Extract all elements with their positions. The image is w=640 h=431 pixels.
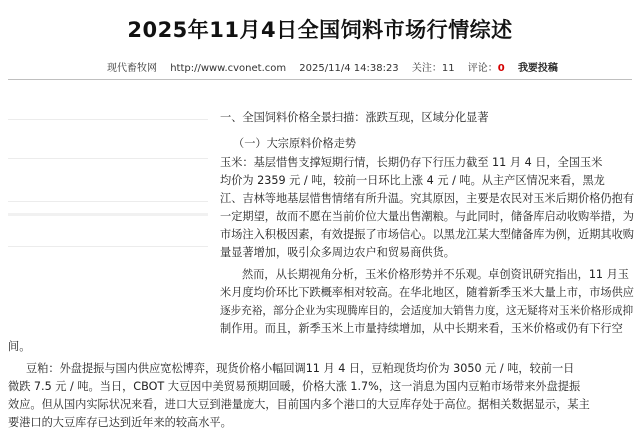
paragraph-line: 均价为 2359 元 / 吨，较前一日环比上涨 4 元 / 吨。从主产区情况来看，黑龙 <box>220 174 605 187</box>
source-link[interactable]: 现代畜牧网 <box>107 63 157 74</box>
paragraph-line: 豆粕：外盘提振与国内供应宽松博弈，现货价格小幅回调11 月 4 日，豆粕现货均价为 3050 元 / 吨，较前一日 <box>26 362 575 375</box>
submit-post-link[interactable]: 我要投稿 <box>517 63 558 74</box>
paragraph-line: 微跌 7.5 元 / 吨。当日，CBOT 大豆因中美贸易预期回暖，价格大涨 1.7%，这一消息为国内豆粕市场带来外盘提振 <box>8 380 581 393</box>
publish-datetime: 2025/11/4 14:38:23 <box>299 63 399 74</box>
paragraph-line: 效应。但从国内实际状况来看，进口大豆到港量庞大，目前国内多个港口的大豆库存处于高位。据相关数据显示，某主 <box>8 398 590 411</box>
paragraph-line: 制作用。而且，新季玉米上市量持续增加，从中长期来看，玉米价格或仍有下行空 <box>220 322 623 335</box>
paragraph-line: 市场注入积极因素，有效提振了市场信心。以黑龙江某大型储备库为例，近期其收购 <box>220 228 634 241</box>
header-divider <box>8 79 632 80</box>
article-title: 2025年11月4日全国饲料市场行情综述 <box>127 18 513 42</box>
paragraph-line: 间。 <box>8 340 31 353</box>
paragraph-line: 然而，从长期视角分析，玉米价格形势并不乐观。卓创资讯研究指出，11 月玉 <box>242 268 629 281</box>
paragraph-line: 逐步充裕，部分企业为实现腾库目的，会适度加大销售力度，这无疑将对玉米价格形成抑 <box>220 305 634 317</box>
paragraph-line: 玉米：基层惜售支撑短期行情，长期仍存下行压力截至 11 月 4 日，全国玉米 <box>220 156 603 169</box>
paragraph-line: 米月度均价环比下跌概率相对较高。在华北地区，随着新季玉米大量上市，市场供应 <box>220 286 634 299</box>
section-heading: 一、全国饲料价格全景扫描：涨跌互现，区域分化显著 <box>220 111 489 124</box>
follow-count: 关注：11 <box>411 63 455 74</box>
paragraph-line: 要港口的大豆库存已达到近年来的较高水平。 <box>8 416 232 429</box>
comment-label: 评论： <box>467 63 498 74</box>
paragraph-line: 江、吉林等地基层惜售情绪有所升温。究其原因，主要是农民对玉米后期价格仍抱有 <box>220 192 634 205</box>
article-meta <box>107 59 558 74</box>
paragraph-line: 量显著增加，吸引众多周边农户和贸易商供货。 <box>220 246 455 259</box>
paragraph-line: 一定期望，故而不愿在当前价位大量出售潮粮。与此同时，储备库启动收购举措，为 <box>220 210 634 223</box>
source-url[interactable]: http://www.cvonet.com <box>170 63 287 74</box>
comment-count[interactable]: 0 <box>497 63 505 74</box>
article-image-placeholder <box>8 97 208 275</box>
subsection-heading: （一）大宗原料价格走势 <box>233 137 357 150</box>
